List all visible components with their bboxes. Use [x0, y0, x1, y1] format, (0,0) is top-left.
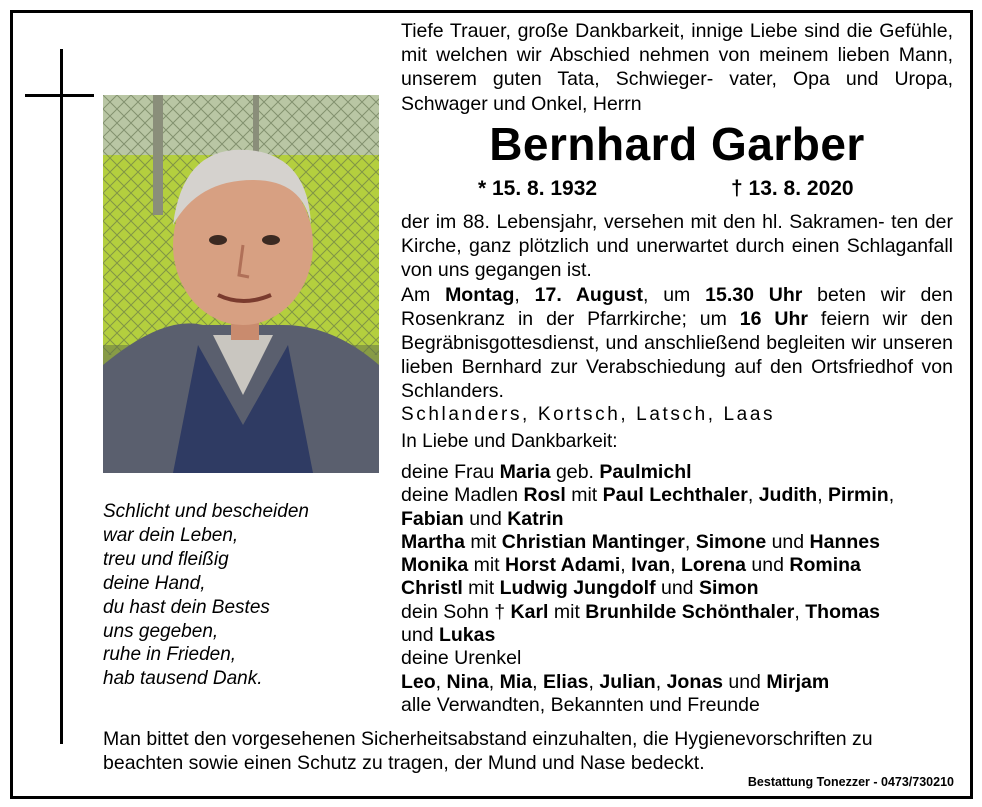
- mass-time: 16 Uhr: [739, 307, 808, 330]
- poem-line: Schlicht und bescheiden: [103, 501, 309, 522]
- poem-line: ruhe in Frieden,: [103, 644, 237, 666]
- service-day: Montag: [445, 283, 515, 306]
- death-paragraph: der im 88. Lebensjahr, versehen mit den hl. Sakramen- ten der Kirche, ganz plötzlich und unerwartet durch einen Schlaganfall von uns gegangen ist.: [401, 211, 953, 282]
- family-line: dein Sohn † Karl mit Brunhilde Schönthaler, Thomas: [401, 600, 881, 623]
- family-line: alle Verwandten, Bekannten und Freunde: [401, 693, 760, 716]
- poem-line: treu und fleißig: [103, 548, 229, 570]
- hygiene-note: Man bittet den vorgesehenen Sicherheitsabstand einzuhalten, die Hygienevorschriften zu beachten sowie einen Schutz zu tragen, der Mund und Nase bedeckt.: [103, 728, 873, 774]
- family-line: deine Urenkel: [401, 647, 522, 670]
- cross-icon-horizontal: [25, 94, 94, 97]
- family-line: Christl mit Ludwig Jungdolf und Simon: [401, 577, 759, 600]
- poem-line: uns gegeben,: [103, 620, 219, 642]
- poem-line: deine Hand,: [103, 572, 206, 594]
- portrait-photo: [103, 95, 379, 473]
- intro-paragraph: Tiefe Trauer, große Dankbarkeit, innige Liebe sind die Gefühle, mit welchen wir Abschied nehmen von meinem lieben Mann, unserem guten Tata, Schwieger- vater, Opa und Uropa, Schwager und Onkel, Herrn: [401, 20, 953, 115]
- love-line: In Liebe und Dankbarkeit:: [401, 431, 618, 452]
- poem-line: du hast dein Bestes: [103, 596, 270, 618]
- family-line: und Lukas: [401, 624, 496, 647]
- family-line: Leo, Nina, Mia, Elias, Julian, Jonas und Mirjam: [401, 670, 830, 693]
- death-date: † 13. 8. 2020: [731, 177, 854, 200]
- cross-icon-vertical: [60, 49, 63, 744]
- family-list: [401, 461, 953, 717]
- funeral-details: [401, 210, 953, 404]
- rosary-time: 15.30 Uhr: [705, 283, 803, 306]
- family-line: Fabian und Katrin: [401, 507, 564, 530]
- memorial-poem: [103, 500, 383, 691]
- family-line: Martha mit Christian Mantinger, Simone und Hannes: [401, 530, 880, 553]
- poem-line: hab tausend Dank.: [103, 668, 263, 690]
- birth-date: * 15. 8. 1932: [478, 177, 598, 200]
- service-date: 17. August: [534, 283, 643, 306]
- family-line: deine Madlen Rosl mit Paul Lechthaler, Judith, Pirmin,: [401, 484, 895, 507]
- deceased-name: Bernhard Garber: [489, 118, 865, 170]
- funeral-home-footer: Bestattung Tonezzer - 0473/730210: [747, 775, 954, 789]
- family-line: Monika mit Horst Adami, Ivan, Lorena und Romina: [401, 554, 861, 577]
- places-line: Schlanders, Kortsch, Latsch, Laas: [401, 404, 776, 425]
- service-paragraph: Am Montag, 17. August, um 15.30 Uhr beten wir den Rosenkranz in der Pfarrkirche; um 16 Uhr feiern wir den Begräbnisgottesdienst, und anschließend begleiten wir unseren lieben Bernhard zur Verabschiedung auf den Ortsfriedhof von Schlanders.: [401, 283, 953, 403]
- poem-line: war dein Leben,: [103, 524, 239, 546]
- family-line: deine Frau Maria geb. Paulmichl: [401, 461, 692, 483]
- portrait-illustration: [103, 95, 379, 473]
